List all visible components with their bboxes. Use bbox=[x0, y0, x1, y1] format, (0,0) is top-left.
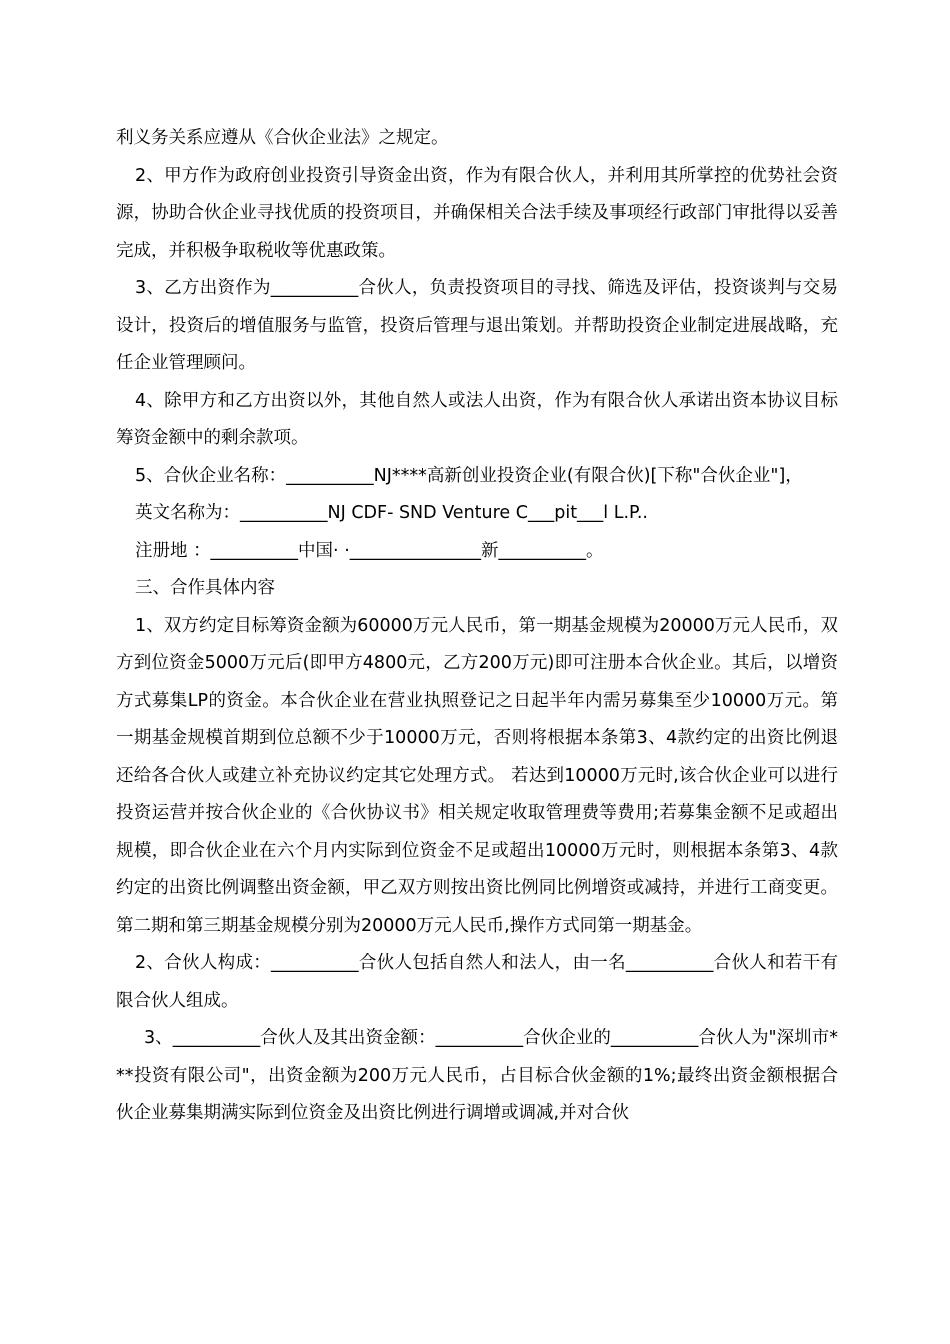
paragraph-party-b-role: 3、乙方出资作为__________合伙人，负责投资项目的寻找、筛选及评估，投资谈判与交易设计，投资后的增值服务与监管，投资后管理与退出策划。并帮助投资企业制定进展战略，充任企业管理顾问。 bbox=[116, 278, 838, 373]
paragraph-enterprise-name: 5、合伙企业名称：__________NJ****高新创业投资企业(有限合伙)[下称"合伙企业"]， bbox=[135, 465, 803, 486]
paragraph-english-name: 英文名称为：__________NJ CDF- SND Venture C___pit___l L.P.. bbox=[135, 503, 648, 523]
paragraph-partner-composition: 2、合伙人构成：__________合伙人包括自然人和法人，由一名__________合伙人和若干有限合伙人组成。 bbox=[116, 953, 838, 1011]
paragraph-other-investors: 4、除甲方和乙方出资以外，其他自然人或法人出资，作为有限合伙人承诺出资本协议目标筹资金额中的剩余款项。 bbox=[116, 390, 838, 448]
document-body bbox=[116, 120, 838, 1133]
paragraph-partnership-law: 利义务关系应遵从《合伙企业法》之规定。 bbox=[116, 128, 449, 148]
paragraph-party-a-role: 2、甲方作为政府创业投资引导资金出资，作为有限合伙人，并利用其所掌控的优势社会资源，协助合伙企业寻找优质的投资项目，并确保相关合法手续及事项经行政部门审批得以妥善完成，并积极争取税收等优惠政策。 bbox=[116, 165, 838, 261]
paragraph-registered-address: 注册地 ：__________中国· ·_______________新__________。 bbox=[135, 540, 604, 561]
paragraph-fund-target: 1、双方约定目标筹资金额为60000万元人民币，第一期基金规模为20000万元人民币，双方到位资金5000万元后(即甲方4800元，乙方200万元)即可注册本合伙企业。其后，以增资方式募集LP的资金。本合伙企业在营业执照登记之日起半年内需另募集至少10000万元。第一期基金规模首期到位总额不少于10000万元，否则将根据本条第3、4款约定的出资比例退还给各合伙人或建立补充协议约定其它处理方式。 若达到10000万元时,该合伙企业可以进行投资运营并按合伙企业的《合伙协议书》相关规定收取管理费等费用;若募集金额不足或超出规模，即合伙企业在六个月内实际到位资金不足或超出10000万元时，则根据本条第3、4款约定的出资比例调整出资金额，甲乙双方则按出资比例同比例增资或减持，并进行工商变更。第二期和第三期基金规模分别为20000万元人民币,操作方式同第一期基金。 bbox=[116, 615, 838, 936]
paragraph-partner-contribution: 3、__________合伙人及其出资金额：__________合伙企业的__________合伙人为"深圳市***投资有限公司"，出资金额为200万元人民币，占目标合伙金额的1%;最终出资金额根据合伙企业募集期满实际到位资金及出资比例进行调增或调减,并对合伙 bbox=[116, 1028, 838, 1123]
section-heading-cooperation: 三、合作具体内容 bbox=[135, 578, 275, 598]
